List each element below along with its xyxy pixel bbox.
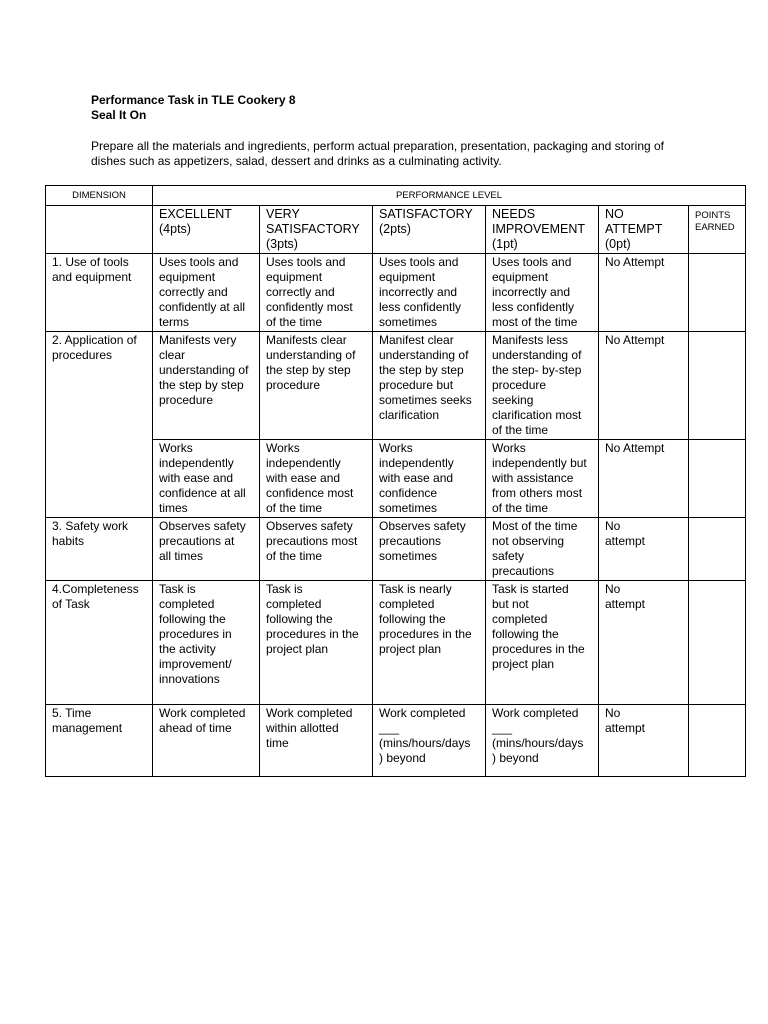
table-row: [46, 332, 746, 440]
criteria-cell: No attempt: [599, 518, 689, 581]
level-needs-improvement: NEEDS IMPROVEMENT (1pt): [486, 206, 599, 254]
criteria-cell: Uses tools and equipment correctly and confidently most of the time: [260, 254, 373, 332]
level-satisfactory: SATISFACTORY (2pts): [373, 206, 486, 254]
performance-level-header: PERFORMANCE LEVEL: [153, 186, 746, 206]
dimension-cell: 1. Use of tools and equipment: [46, 254, 153, 332]
criteria-cell: Manifests less understanding of the step- by-step procedure seeking clarification most of the time: [486, 332, 599, 440]
criteria-cell: No Attempt: [599, 254, 689, 332]
criteria-cell: Works independently with ease and confidence at all times: [153, 440, 260, 518]
level-no-attempt: NO ATTEMPT (0pt): [599, 206, 689, 254]
document-title: Performance Task in TLE Cookery 8: [91, 93, 296, 107]
table-row: [46, 518, 746, 581]
points-earned-cell: [689, 440, 746, 518]
points-earned-header: POINTS EARNED: [689, 206, 746, 254]
rubric-table: [45, 185, 746, 777]
criteria-cell: No attempt: [599, 581, 689, 705]
table-row: [46, 581, 746, 705]
dimension-cell: 2. Application of procedures: [46, 332, 153, 518]
criteria-cell: Task is started but not completed following the procedures in the project plan: [486, 581, 599, 705]
table-row: [46, 705, 746, 777]
criteria-cell: Task is completed following the procedures in the project plan: [260, 581, 373, 705]
document-subtitle: Seal It On: [91, 108, 147, 122]
criteria-cell: Uses tools and equipment incorrectly and less confidently sometimes: [373, 254, 486, 332]
dimension-header: DIMENSION: [46, 186, 153, 206]
dimension-cell: 3. Safety work habits: [46, 518, 153, 581]
criteria-cell: Task is nearly completed following the procedures in the project plan: [373, 581, 486, 705]
level-excellent: EXCELLENT (4pts): [153, 206, 260, 254]
criteria-cell: Works independently but with assistance from others most of the time: [486, 440, 599, 518]
criteria-cell: Work completed ahead of time: [153, 705, 260, 777]
points-earned-cell: [689, 518, 746, 581]
instructions-paragraph: Prepare all the materials and ingredients, perform actual preparation, presentation, packaging and storing of dishes such as appetizers, salad, dessert and drinks as a culminating activity.: [91, 139, 665, 168]
dimension-cell: 5. Time management: [46, 705, 153, 777]
criteria-cell: No attempt: [599, 705, 689, 777]
dimension-header-spacer: [46, 206, 153, 254]
dimension-cell: 4.Completeness of Task: [46, 581, 153, 705]
table-row: [46, 254, 746, 332]
criteria-cell: Work completed ___ (mins/hours/days ) beyond: [373, 705, 486, 777]
criteria-cell: Manifests clear understanding of the step by step procedure: [260, 332, 373, 440]
criteria-cell: Observes safety precautions most of the time: [260, 518, 373, 581]
points-earned-cell: [689, 581, 746, 705]
points-earned-cell: [689, 254, 746, 332]
criteria-cell: Observes safety precautions sometimes: [373, 518, 486, 581]
criteria-cell: Manifest clear understanding of the step by step procedure but sometimes seeks clarification: [373, 332, 486, 440]
criteria-cell: Manifests very clear understanding of the step by step procedure: [153, 332, 260, 440]
criteria-cell: Observes safety precautions at all times: [153, 518, 260, 581]
points-earned-cell: [689, 332, 746, 440]
criteria-cell: Work completed within allotted time: [260, 705, 373, 777]
criteria-cell: No Attempt: [599, 440, 689, 518]
header-row-top: [46, 186, 746, 206]
header-row-levels: [46, 206, 746, 254]
criteria-cell: Work completed ___ (mins/hours/days ) beyond: [486, 705, 599, 777]
level-very-satisfactory: VERY SATISFACTORY (3pts): [260, 206, 373, 254]
points-earned-cell: [689, 705, 746, 777]
criteria-cell: Task is completed following the procedures in the activity improvement/ innovations: [153, 581, 260, 705]
criteria-cell: Uses tools and equipment correctly and confidently at all terms: [153, 254, 260, 332]
criteria-cell: No Attempt: [599, 332, 689, 440]
criteria-cell: Uses tools and equipment incorrectly and less confidently most of the time: [486, 254, 599, 332]
criteria-cell: Most of the time not observing safety precautions: [486, 518, 599, 581]
criteria-cell: Works independently with ease and confidence most of the time: [260, 440, 373, 518]
criteria-cell: Works independently with ease and confidence sometimes: [373, 440, 486, 518]
